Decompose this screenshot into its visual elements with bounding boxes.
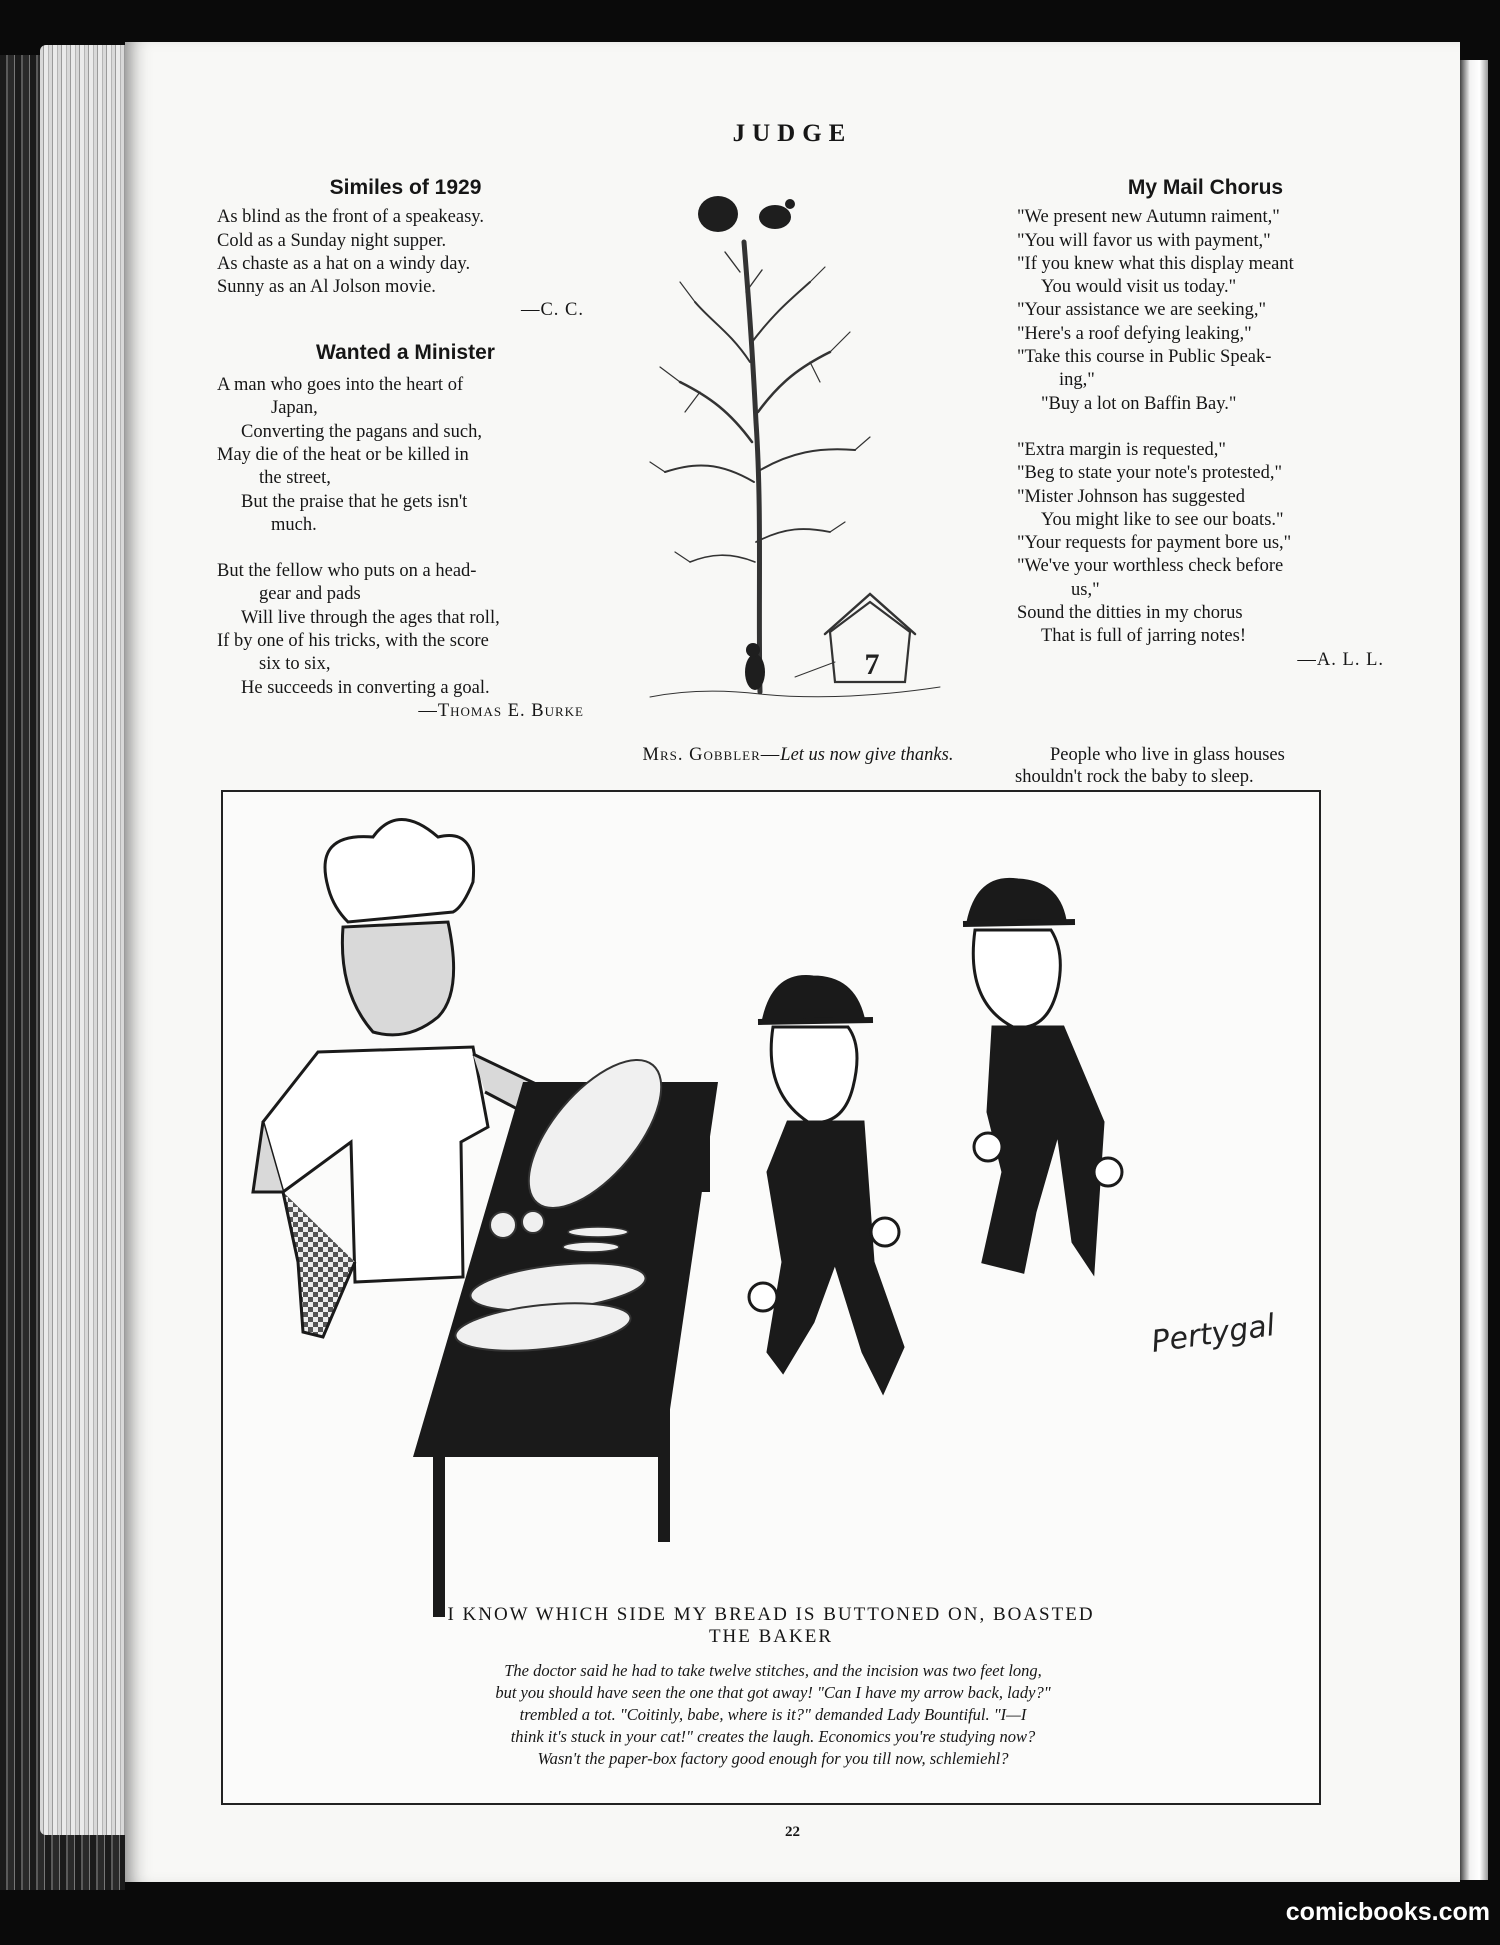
poem-author: —A. L. L. xyxy=(1297,649,1384,670)
left-column xyxy=(217,176,594,723)
poem-line: Japan, xyxy=(271,398,318,419)
stanza-gap xyxy=(217,537,594,560)
cartoon-title-line: I KNOW WHICH SIDE MY BREAD IS BUTTONED ON, BOASTED xyxy=(447,1604,1095,1625)
poem-line: us," xyxy=(1071,579,1100,600)
poem-line: You would visit us today." xyxy=(1041,277,1237,298)
poem-mail-chorus xyxy=(1017,206,1394,672)
baker-cartoon-illustration xyxy=(223,792,1319,1632)
caption-text: Let us now give thanks. xyxy=(780,745,954,765)
poem-line: the street, xyxy=(259,468,331,489)
poem-title-similes: Similes of 1929 xyxy=(329,176,482,199)
site-watermark: comicbooks.com xyxy=(1285,1898,1490,1926)
magazine-page xyxy=(125,42,1460,1882)
poem-author: —C. C. xyxy=(520,300,584,321)
epigram xyxy=(1015,744,1395,788)
gentleman-right xyxy=(963,879,1122,1272)
poem-line: If by one of his tricks, with the score xyxy=(217,631,489,652)
poem-line: That is full of jarring notes! xyxy=(1041,626,1246,647)
poem-line: "Here's a roof defying leaking," xyxy=(1017,323,1252,344)
poem-line: "You will favor us with payment," xyxy=(1017,230,1271,251)
illustration-caption xyxy=(633,744,963,766)
poem-line: Sunny as an Al Jolson movie. xyxy=(217,277,436,298)
poem-line: You might like to see our boats." xyxy=(1041,509,1284,530)
poem-line: much. xyxy=(271,514,317,535)
poem-line: But the fellow who puts on a head- xyxy=(217,561,477,582)
poem-line: ing," xyxy=(1059,370,1095,391)
poem-line: Sound the ditties in my chorus xyxy=(1017,603,1243,624)
poem-title-mail-chorus: My Mail Chorus xyxy=(1127,176,1284,199)
epigram-line: People who live in glass houses xyxy=(1050,745,1285,765)
cartoon-caption-line: Wasn't the paper-box factory good enough for you till now, schlemiehl? xyxy=(537,1749,1009,1768)
cartoon-title-line: THE BAKER xyxy=(708,1626,834,1647)
cartoon-caption-line: think it's stuck in your cat!" creates the laugh. Economics you're studying now? xyxy=(510,1727,1036,1746)
poem-line: Will live through the ages that roll, xyxy=(241,607,500,628)
poem-line: But the praise that he gets isn't xyxy=(241,491,468,512)
birdhouse-number: 7 xyxy=(864,648,880,681)
poem-line: Converting the pagans and such, xyxy=(241,421,482,442)
poem-line: "We've your worthless check before xyxy=(1017,556,1284,577)
poem-line: gear and pads xyxy=(259,584,361,605)
poem-line: He succeeds in converting a goal. xyxy=(241,677,490,698)
cartoon-caption-line: The doctor said he had to take twelve stitches, and the incision was two feet long, xyxy=(504,1661,1042,1680)
poem-minister xyxy=(217,374,594,723)
poem-title-minister: Wanted a Minister xyxy=(316,340,495,364)
masthead: JUDGE xyxy=(732,120,853,147)
book-page-stack xyxy=(40,45,135,1835)
caption-speaker: Mrs. Gobbler— xyxy=(642,745,781,765)
cartoon-title xyxy=(223,1604,1319,1648)
poem-line: "Your assistance we are seeking," xyxy=(1017,300,1267,321)
cartoon-caption-line: but you should have seen the one that got away! "Can I have my arrow back, lady?" xyxy=(495,1683,1051,1702)
poem-similes xyxy=(217,206,594,322)
poem-line: As chaste as a hat on a windy day. xyxy=(217,253,471,274)
poem-line: A man who goes into the heart of xyxy=(217,375,464,396)
poem-line: As blind as the front of a speakeasy. xyxy=(217,207,484,228)
poem-line: "Your requests for payment bore us," xyxy=(1017,533,1292,554)
artist-signature: Pertygal xyxy=(1149,1307,1278,1360)
gentleman-left xyxy=(749,977,903,1392)
poem-line: "Extra margin is requested," xyxy=(1017,439,1226,460)
poem-line: "Buy a lot on Baffin Bay." xyxy=(1041,393,1237,414)
tree-turkey-illustration xyxy=(640,182,970,737)
poem-line: Cold as a Sunday night supper. xyxy=(217,230,447,251)
poem-author: —Thomas E. Burke xyxy=(418,700,584,721)
poem-line: "Beg to state your note's protested," xyxy=(1017,463,1283,484)
poem-line: six to six, xyxy=(259,654,331,675)
cartoon-caption xyxy=(353,1660,1193,1770)
poem-line: "Mister Johnson has suggested xyxy=(1017,486,1245,507)
cartoon-panel xyxy=(221,790,1321,1805)
poem-line: May die of the heat or be killed in xyxy=(217,444,469,465)
page-number: 22 xyxy=(785,1824,800,1840)
epigram-line: shouldn't rock the baby to sleep. xyxy=(1015,767,1254,787)
poem-line: "If you knew what this display meant xyxy=(1017,253,1294,274)
poem-line: "We present new Autumn raiment," xyxy=(1017,207,1280,228)
cartoon-caption-line: trembled a tot. "Coitinly, babe, where is it?" demanded Lady Bountiful. "I—I xyxy=(519,1705,1027,1724)
poem-line: "Take this course in Public Speak- xyxy=(1017,347,1272,368)
stanza-gap xyxy=(1017,416,1394,439)
right-column xyxy=(1017,176,1500,672)
